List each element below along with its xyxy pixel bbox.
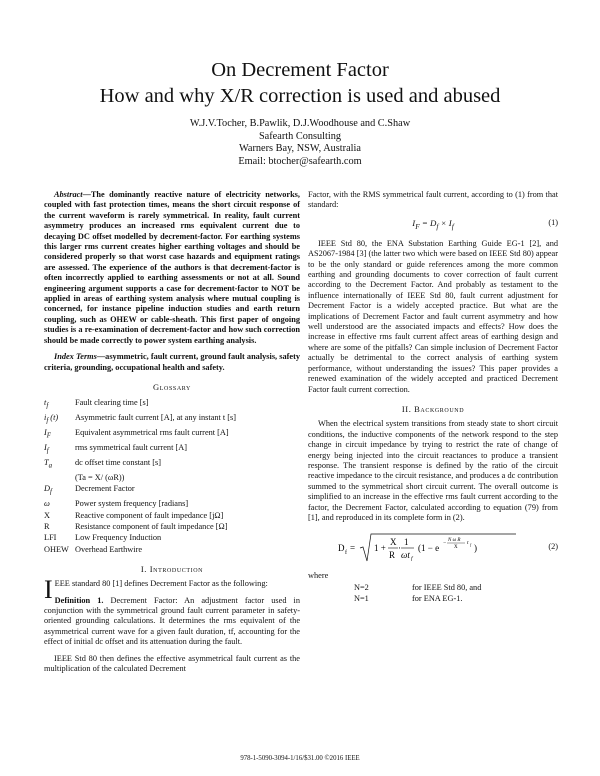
where-row xyxy=(354,593,481,604)
glossary-row xyxy=(44,457,236,472)
glossary-symbol: $T_a$ xyxy=(44,458,53,470)
glossary-symbol: LFI xyxy=(44,533,57,543)
svg-text:1 +: 1 + xyxy=(374,543,386,554)
glossary-symbol: OHEW xyxy=(44,544,69,554)
paper-title xyxy=(0,57,600,109)
authors: W.J.V.Tocher, B.Pawlik, D.J.Woodhouse and C.Shaw xyxy=(189,118,411,129)
glossary-symbol xyxy=(44,472,75,483)
svg-text:=: = xyxy=(350,543,356,554)
definition-label: Definition 1. xyxy=(54,595,104,605)
svg-text:ωt: ωt xyxy=(401,550,410,561)
svg-text:): ) xyxy=(474,543,477,554)
glossary-definition: Overhead Earthwire xyxy=(75,544,143,554)
glossary-row xyxy=(44,442,236,457)
abstract-lead: Abstract— xyxy=(54,190,91,199)
glossary-row xyxy=(44,532,236,543)
where-table xyxy=(354,582,481,604)
svg-text:f: f xyxy=(470,542,472,548)
glossary-symbol: ω xyxy=(44,499,50,509)
svg-text:·: · xyxy=(398,543,401,554)
glossary-definition: Decrement Factor xyxy=(75,484,135,494)
glossary-symbol: $I_f$ xyxy=(44,443,49,455)
glossary-definition: dc offset time constant [s] xyxy=(75,458,162,468)
glossary-symbol: X xyxy=(44,510,50,520)
svg-text:N ω R: N ω R xyxy=(448,538,461,544)
email: Email: btocher@safearth.com xyxy=(238,155,362,167)
glossary-symbol: $D_f$ xyxy=(44,484,52,497)
glossary-heading: Glossary xyxy=(153,381,191,392)
where-key: N=1 xyxy=(354,593,369,603)
copyright-footer: 978-1-5090-3094-1/16/$31.00 ©2016 IEEE xyxy=(240,755,360,762)
where-value: for IEEE Std 80, and xyxy=(412,582,482,592)
where-key: N=2 xyxy=(354,582,369,592)
glossary-definition-formula: (Ta = X/ (ωR)) xyxy=(75,473,125,483)
glossary-symbol: $I_F$ xyxy=(44,428,51,440)
background-paragraph: When the electrical system transitions from steady state to short circuit conditions, the inductive components of the network respond to the step change in circuit impedance by trying to restrict the rate of change of energy being injected into the circuit reactances to produce a transient response. The transient response is defined by the ratio of the circuit reactive impedance to the circuit resistance, and produces a dc contribution summed to the symmetrical short circuit current. The overall outcome is simplified to an increase in the effective rms fault current according to the factor, the Decrement Factor, calculated according to equation (79) from [1], and reproduced in its complete form in (2). xyxy=(308,419,558,522)
glossary-row xyxy=(44,472,236,483)
svg-text:−: − xyxy=(443,540,447,547)
glossary-definition: Power system frequency [radians] xyxy=(75,499,189,509)
introduction-text: EEE standard 80 [1] defines Decrement Factor as the following: xyxy=(54,579,268,589)
left-column xyxy=(44,190,300,674)
title-line-1: On Decrement Factor xyxy=(211,59,389,81)
glossary-row xyxy=(44,498,236,509)
glossary-symbol: $i_f$ (t) xyxy=(44,413,59,425)
glossary-table xyxy=(44,397,236,555)
glossary-row xyxy=(44,397,236,412)
equation-1-formula: $I_F = D_f \times I_f$ xyxy=(412,217,454,231)
glossary-row xyxy=(44,427,236,442)
introduction-paragraph-2: IEEE Std 80 then defines the effective asymmetrical fault current as the multiplication of the calculated Decrement xyxy=(44,653,300,674)
affiliation: Safearth Consulting xyxy=(258,130,342,142)
where-row xyxy=(354,582,481,593)
svg-text:f: f xyxy=(411,556,413,563)
background-heading: II. Background xyxy=(401,403,465,414)
right-paragraph-2: IEEE Std 80, the ENA Substation Earthing Guide EG-1 [2], and AS2067-1984 [3] (the latter two which were based on IEEE Std 80) appear to be the only standard or guide references among the more common earthing and grounding documents to cover correction of fault current according to the Decrement Factor. And probably as testament to the influence internationally of IEEE Std 80, fault current adjustment for Decrement Factor is a widely accepted practice. But what are the implications of Decrement Factor and fault current asymmetry and how well understood are the associated impacts and effects? How does the increase in effective rms fault current affect areas of earthing design and where are some of the pitfalls? Can simple inclusion of Decrement Factor actually be detrimental to the correct analysis of earthing system performance, without understanding the issues? This paper provides a renewed examination of the widely accepted and practiced Decrement Factor fault current correction. xyxy=(308,238,558,394)
glossary-definition: Low Frequency Induction xyxy=(75,533,162,543)
where-value: for ENA EG-1. xyxy=(412,593,463,603)
equation-1 xyxy=(308,215,558,233)
decrement-factor-formula xyxy=(338,531,518,565)
equation-1-number: (1) xyxy=(548,217,558,227)
glossary-row xyxy=(44,510,236,521)
svg-text:X: X xyxy=(454,545,458,551)
svg-text:t: t xyxy=(467,540,469,547)
glossary-symbol: $t_f$ xyxy=(44,398,49,410)
glossary-row xyxy=(44,521,236,532)
index-terms-text: —asymmetric, fault current, ground fault analysis, safety criteria, grounding, occupational health and safety. xyxy=(44,352,300,372)
equation-2-number: (2) xyxy=(548,542,558,552)
svg-text:f: f xyxy=(345,550,347,557)
svg-text:1: 1 xyxy=(404,537,409,548)
glossary-definition: Equivalent asymmetrical rms fault current [A] xyxy=(75,428,229,438)
glossary-definition: Reactive component of fault impedance [jΩ] xyxy=(75,510,224,520)
glossary-row xyxy=(44,483,236,498)
glossary-definition: Resistance component of fault impedance [Ω] xyxy=(75,521,228,531)
index-terms xyxy=(44,352,300,373)
glossary-row xyxy=(44,412,236,427)
address: Warners Bay, NSW, Australia xyxy=(239,143,361,154)
index-terms-lead: Index Terms xyxy=(54,352,97,362)
svg-text:(1 − e: (1 − e xyxy=(418,543,440,554)
svg-text:D: D xyxy=(338,543,345,554)
drop-cap: I xyxy=(44,575,53,605)
abstract xyxy=(44,190,300,346)
introduction-heading: I. Introduction xyxy=(140,563,204,574)
title-line-2: How and why X/R correction is used and abused xyxy=(99,85,501,107)
glossary-symbol: R xyxy=(44,521,50,531)
svg-text:X: X xyxy=(390,537,397,548)
equation-2 xyxy=(308,531,558,565)
right-column xyxy=(308,190,558,604)
abstract-text: The dominantly reactive nature of electricity networks, coupled with fast protection times, means the short circuit response of the current waveform is rarely symmetrical. In reality, fault current asymmetry produces an increased rms equivalent current due to decaying DC offset modelled by decrement-factor. For earthing systems this larger rms current creates higher earthing voltages and should be considered properly so that worst case hazards and equipment ratings are assessed. The experience of the authors is that decrement-factor is often incorrectly applied to earthing assessments or not at all. Sound engineering argument supports a case for decrement-factor to NOT be applied in areas of earthing system analysis where mutual coupling is concerned, for instance pipeline induction studies and earth return coupling, such as OHEW or cable-sheath. This first paper of ongoing studies is a re-examination of decrement-factor and how such correction should be made correctly to power system earthing analysis. xyxy=(44,190,300,345)
glossary-row xyxy=(44,544,236,555)
author-block xyxy=(0,118,600,168)
where-label: where xyxy=(308,571,329,581)
right-paragraph-1: Factor, with the RMS symmetrical fault current, according to (1) from that standard: xyxy=(308,190,558,210)
definition-text: Decrement Factor: An adjustment factor used in conjunction with the symmetrical ground fault current parameter in safety-oriented grounding calculations. It determines the rms equivalent of the asymmetrical current wave for a given fault duration, tf, accounting for the effect of initial dc offset and its attenuation during the fault. xyxy=(44,595,300,647)
svg-text:R: R xyxy=(389,550,396,561)
glossary-definition: Asymmetric fault current [A], at any instant t [s] xyxy=(75,413,237,423)
glossary-definition: Fault clearing time [s] xyxy=(75,398,149,408)
definition-block xyxy=(44,596,300,648)
glossary-definition: rms symmetrical fault current [A] xyxy=(75,443,187,453)
